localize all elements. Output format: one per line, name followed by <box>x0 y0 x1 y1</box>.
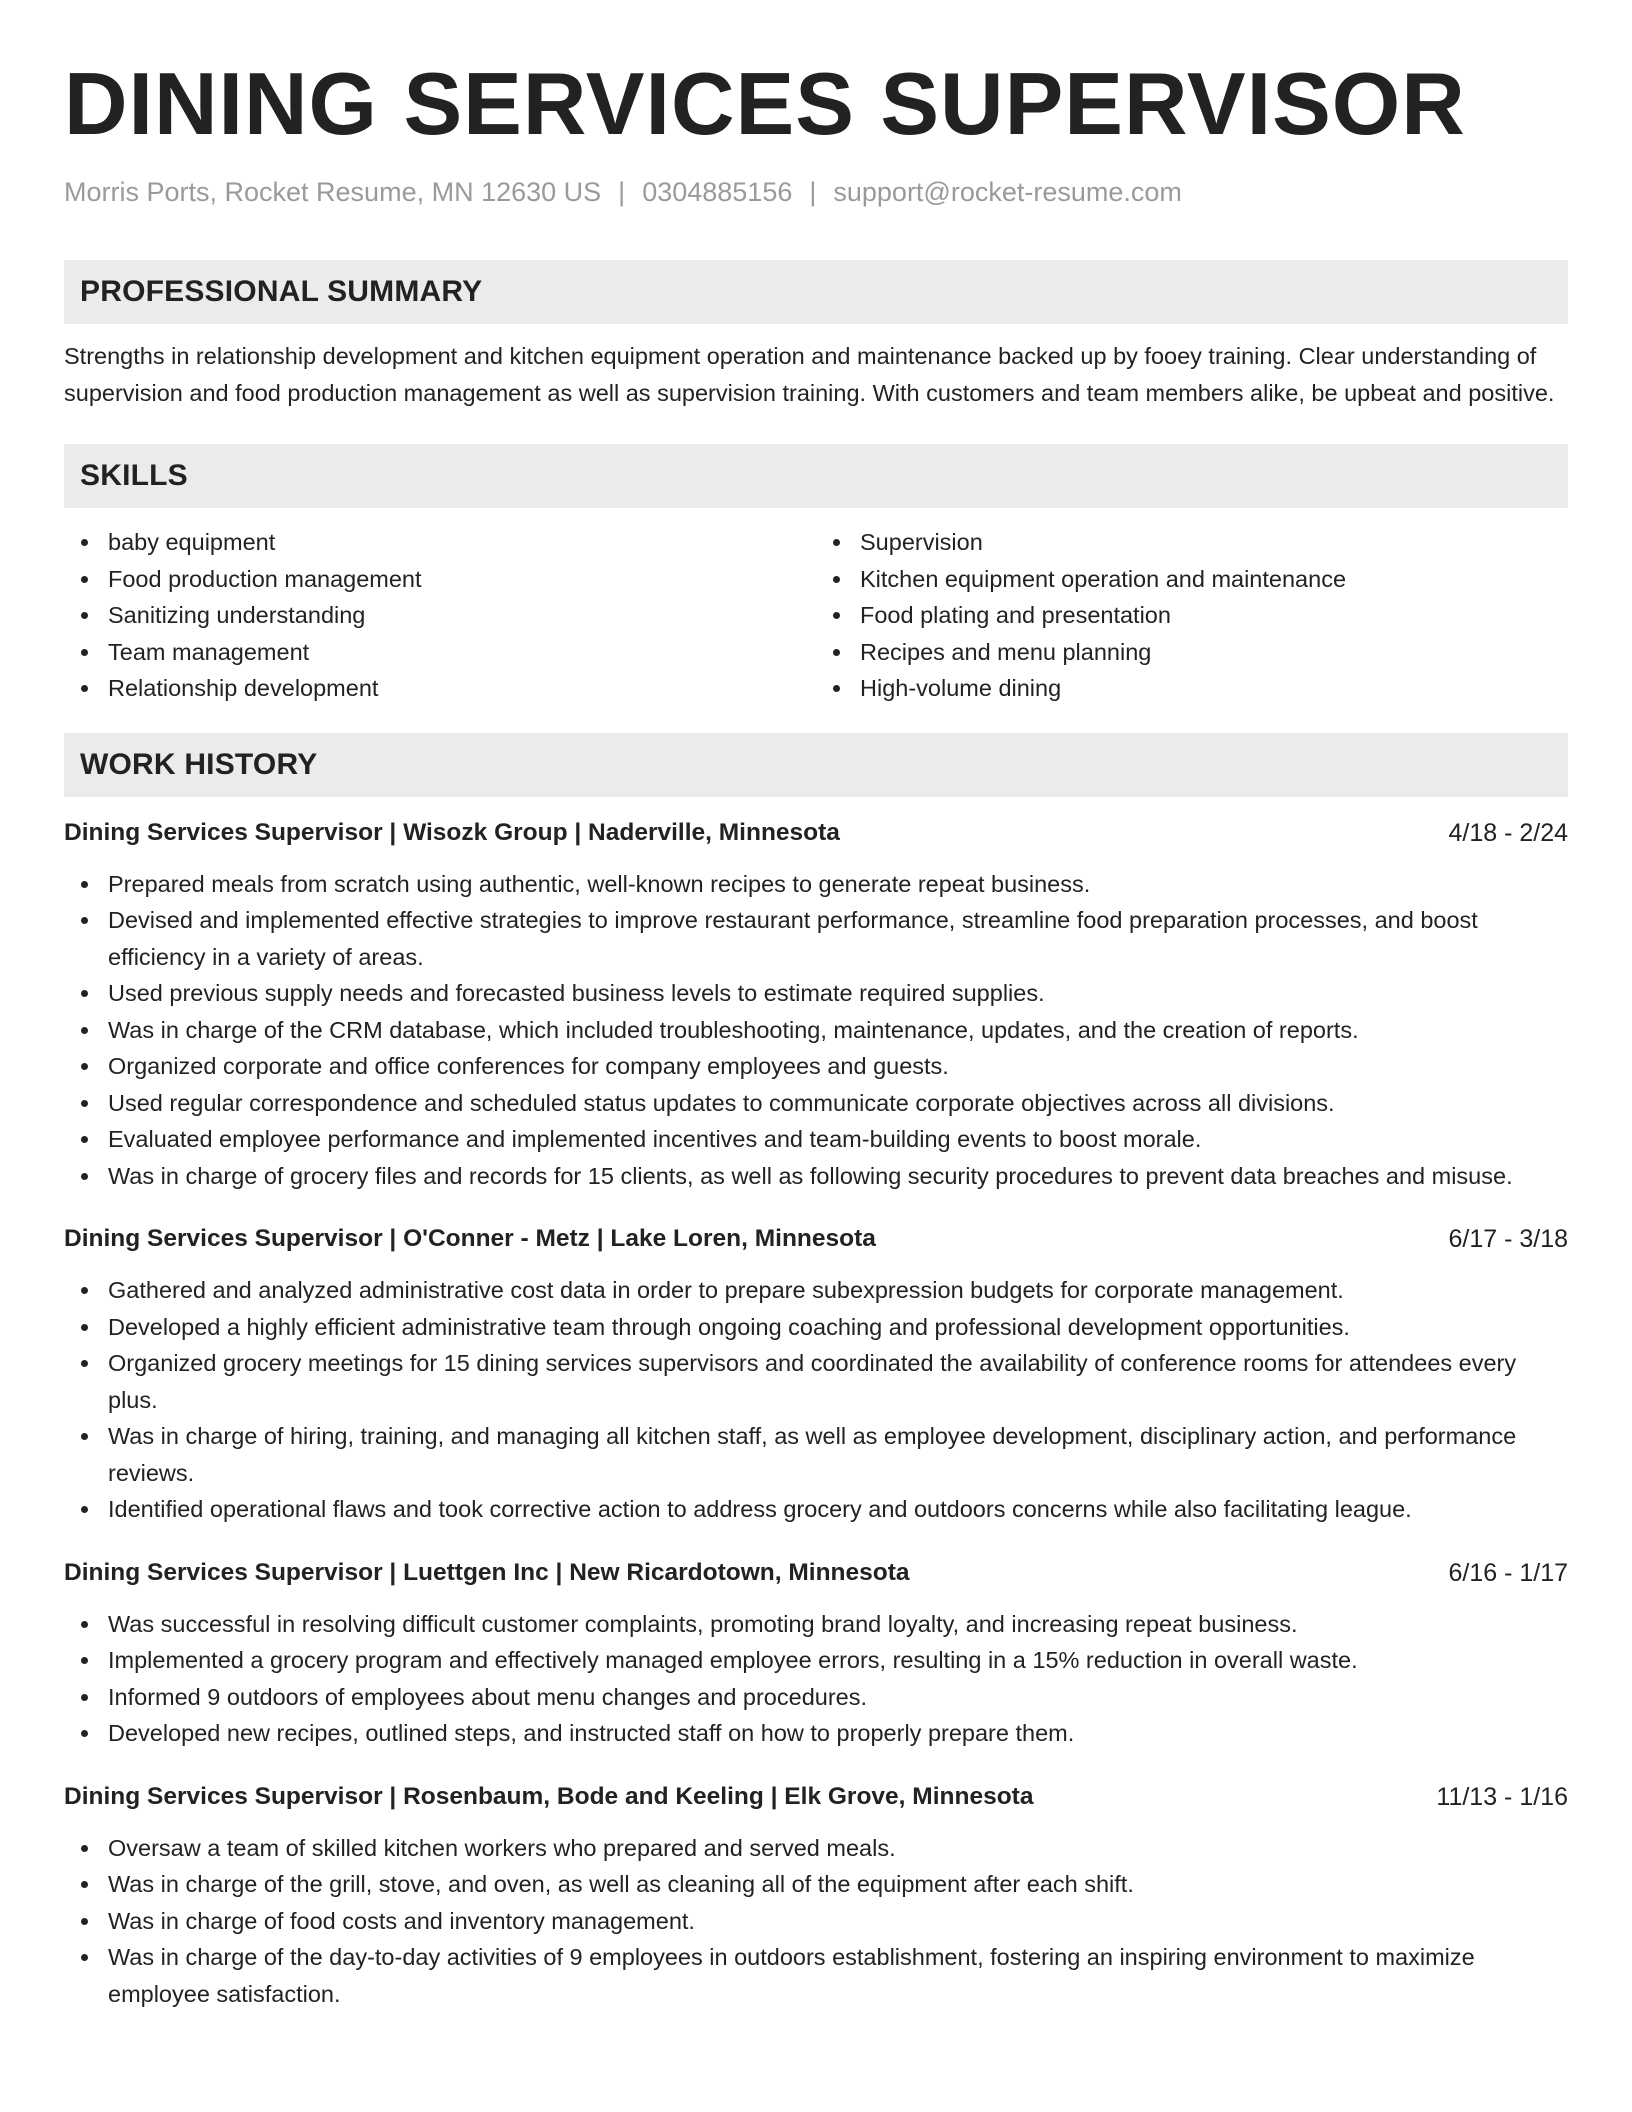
job-title: Dining Services Supervisor | Rosenbaum, Bode and Keeling | Elk Grove, Minnesota <box>64 1782 1034 1810</box>
job-bullet: Was in charge of the CRM database, which included troubleshooting, maintenance, updates, and the creation of reports. <box>64 1012 1568 1049</box>
job-title: Dining Services Supervisor | O'Conner - Metz | Lake Loren, Minnesota <box>64 1225 876 1252</box>
job-bullet: Gathered and analyzed administrative cost data in order to prepare subexpression budgets for corporate management. <box>64 1272 1568 1309</box>
work-history-heading: WORK HISTORY <box>64 733 1568 797</box>
skill-item: Supervision <box>816 524 1568 561</box>
job-bullet: Identified operational flaws and took corrective action to address grocery and outdoors concerns while also facilitating league. <box>64 1491 1568 1528</box>
contact-phone: 0304885156 <box>642 177 793 207</box>
job-bullet: Organized corporate and office conferences for company employees and guests. <box>64 1048 1568 1085</box>
skill-item: Sanitizing understanding <box>64 597 816 634</box>
job-bullet: Informed 9 outdoors of employees about menu changes and procedures. <box>64 1679 1568 1716</box>
skill-item: Kitchen equipment operation and maintenance <box>816 561 1568 598</box>
job-dates: 6/16 - 1/17 <box>1448 1558 1568 1587</box>
skills-column-left <box>64 524 816 707</box>
skill-item: High-volume dining <box>816 670 1568 707</box>
job-bullet: Devised and implemented effective strategies to improve restaurant performance, streamline food preparation processes, and boost efficiency in a variety of areas. <box>64 902 1568 975</box>
job-bullet: Developed a highly efficient administrative team through ongoing coaching and professional development opportunities. <box>64 1309 1568 1346</box>
skill-item: Food production management <box>64 561 816 598</box>
job-dates: 11/13 - 1/16 <box>1436 1782 1568 1811</box>
job-dates: 6/17 - 3/18 <box>1448 1225 1568 1253</box>
resume-title: DINING SERVICES SUPERVISOR <box>64 54 1466 153</box>
job-header <box>64 815 1568 851</box>
contact-line <box>64 174 1568 210</box>
job-entry <box>64 1221 1568 1528</box>
skill-item: Food plating and presentation <box>816 597 1568 634</box>
job-bullets <box>64 1830 1568 2013</box>
job-bullet: Was in charge of grocery files and records for 15 clients, as well as following security procedures to prevent data breaches and misuse. <box>64 1158 1568 1195</box>
job-entry <box>64 1555 1568 1752</box>
contact-separator: | <box>809 177 817 207</box>
job-title: Dining Services Supervisor | Wisozk Group | Naderville, Minnesota <box>64 818 840 846</box>
skills-list <box>64 524 1568 707</box>
summary-text: Strengths in relationship development and kitchen equipment operation and maintenance backed up by fooey training. Clear understanding of supervision and food production management as well as supervision training. With customers and team members alike, be upbeat and positive. <box>64 343 1555 406</box>
job-bullets <box>64 1606 1568 1752</box>
contact-address: Morris Ports, Rocket Resume, MN 12630 US <box>64 177 602 207</box>
skill-item: Team management <box>64 634 816 671</box>
job-header <box>64 1221 1568 1257</box>
job-bullet: Was in charge of hiring, training, and managing all kitchen staff, as well as employee development, disciplinary action, and performance reviews. <box>64 1418 1568 1491</box>
job-bullet: Oversaw a team of skilled kitchen workers who prepared and served meals. <box>64 1830 1568 1867</box>
job-bullet: Evaluated employee performance and implemented incentives and team-building events to boost morale. <box>64 1121 1568 1158</box>
job-bullet: Was successful in resolving difficult customer complaints, promoting brand loyalty, and increasing repeat business. <box>64 1606 1568 1643</box>
job-bullet: Used previous supply needs and forecasted business levels to estimate required supplies. <box>64 975 1568 1012</box>
skill-item: baby equipment <box>64 524 816 561</box>
job-bullet: Organized grocery meetings for 15 dining services supervisors and coordinated the availability of conference rooms for attendees every plus. <box>64 1345 1568 1418</box>
job-header <box>64 1555 1568 1591</box>
job-header <box>64 1779 1568 1815</box>
contact-email: support@rocket-resume.com <box>833 177 1182 207</box>
skills-heading: SKILLS <box>64 444 1568 508</box>
skill-item: Recipes and menu planning <box>816 634 1568 671</box>
job-bullet: Used regular correspondence and scheduled status updates to communicate corporate objectives across all divisions. <box>64 1085 1568 1122</box>
job-bullet: Implemented a grocery program and effectively managed employee errors, resulting in a 15% reduction in overall waste. <box>64 1642 1568 1679</box>
job-bullets <box>64 1272 1568 1528</box>
job-entry <box>64 815 1568 1195</box>
job-bullet: Was in charge of the grill, stove, and oven, as well as cleaning all of the equipment after each shift. <box>64 1866 1568 1903</box>
job-dates: 4/18 - 2/24 <box>1448 818 1568 847</box>
summary-heading: PROFESSIONAL SUMMARY <box>64 260 1568 324</box>
job-title: Dining Services Supervisor | Luettgen Inc | New Ricardotown, Minnesota <box>64 1558 910 1586</box>
job-bullet: Developed new recipes, outlined steps, and instructed staff on how to properly prepare them. <box>64 1715 1568 1752</box>
skill-item: Relationship development <box>64 670 816 707</box>
contact-separator: | <box>618 177 626 207</box>
job-entry <box>64 1779 1568 2013</box>
skills-column-right <box>816 524 1568 707</box>
job-bullet: Was in charge of the day-to-day activities of 9 employees in outdoors establishment, fostering an inspiring environment to maximize employee satisfaction. <box>64 1939 1568 2012</box>
job-bullets <box>64 866 1568 1195</box>
job-bullet: Prepared meals from scratch using authentic, well-known recipes to generate repeat business. <box>64 866 1568 903</box>
job-bullet: Was in charge of food costs and inventory management. <box>64 1903 1568 1940</box>
